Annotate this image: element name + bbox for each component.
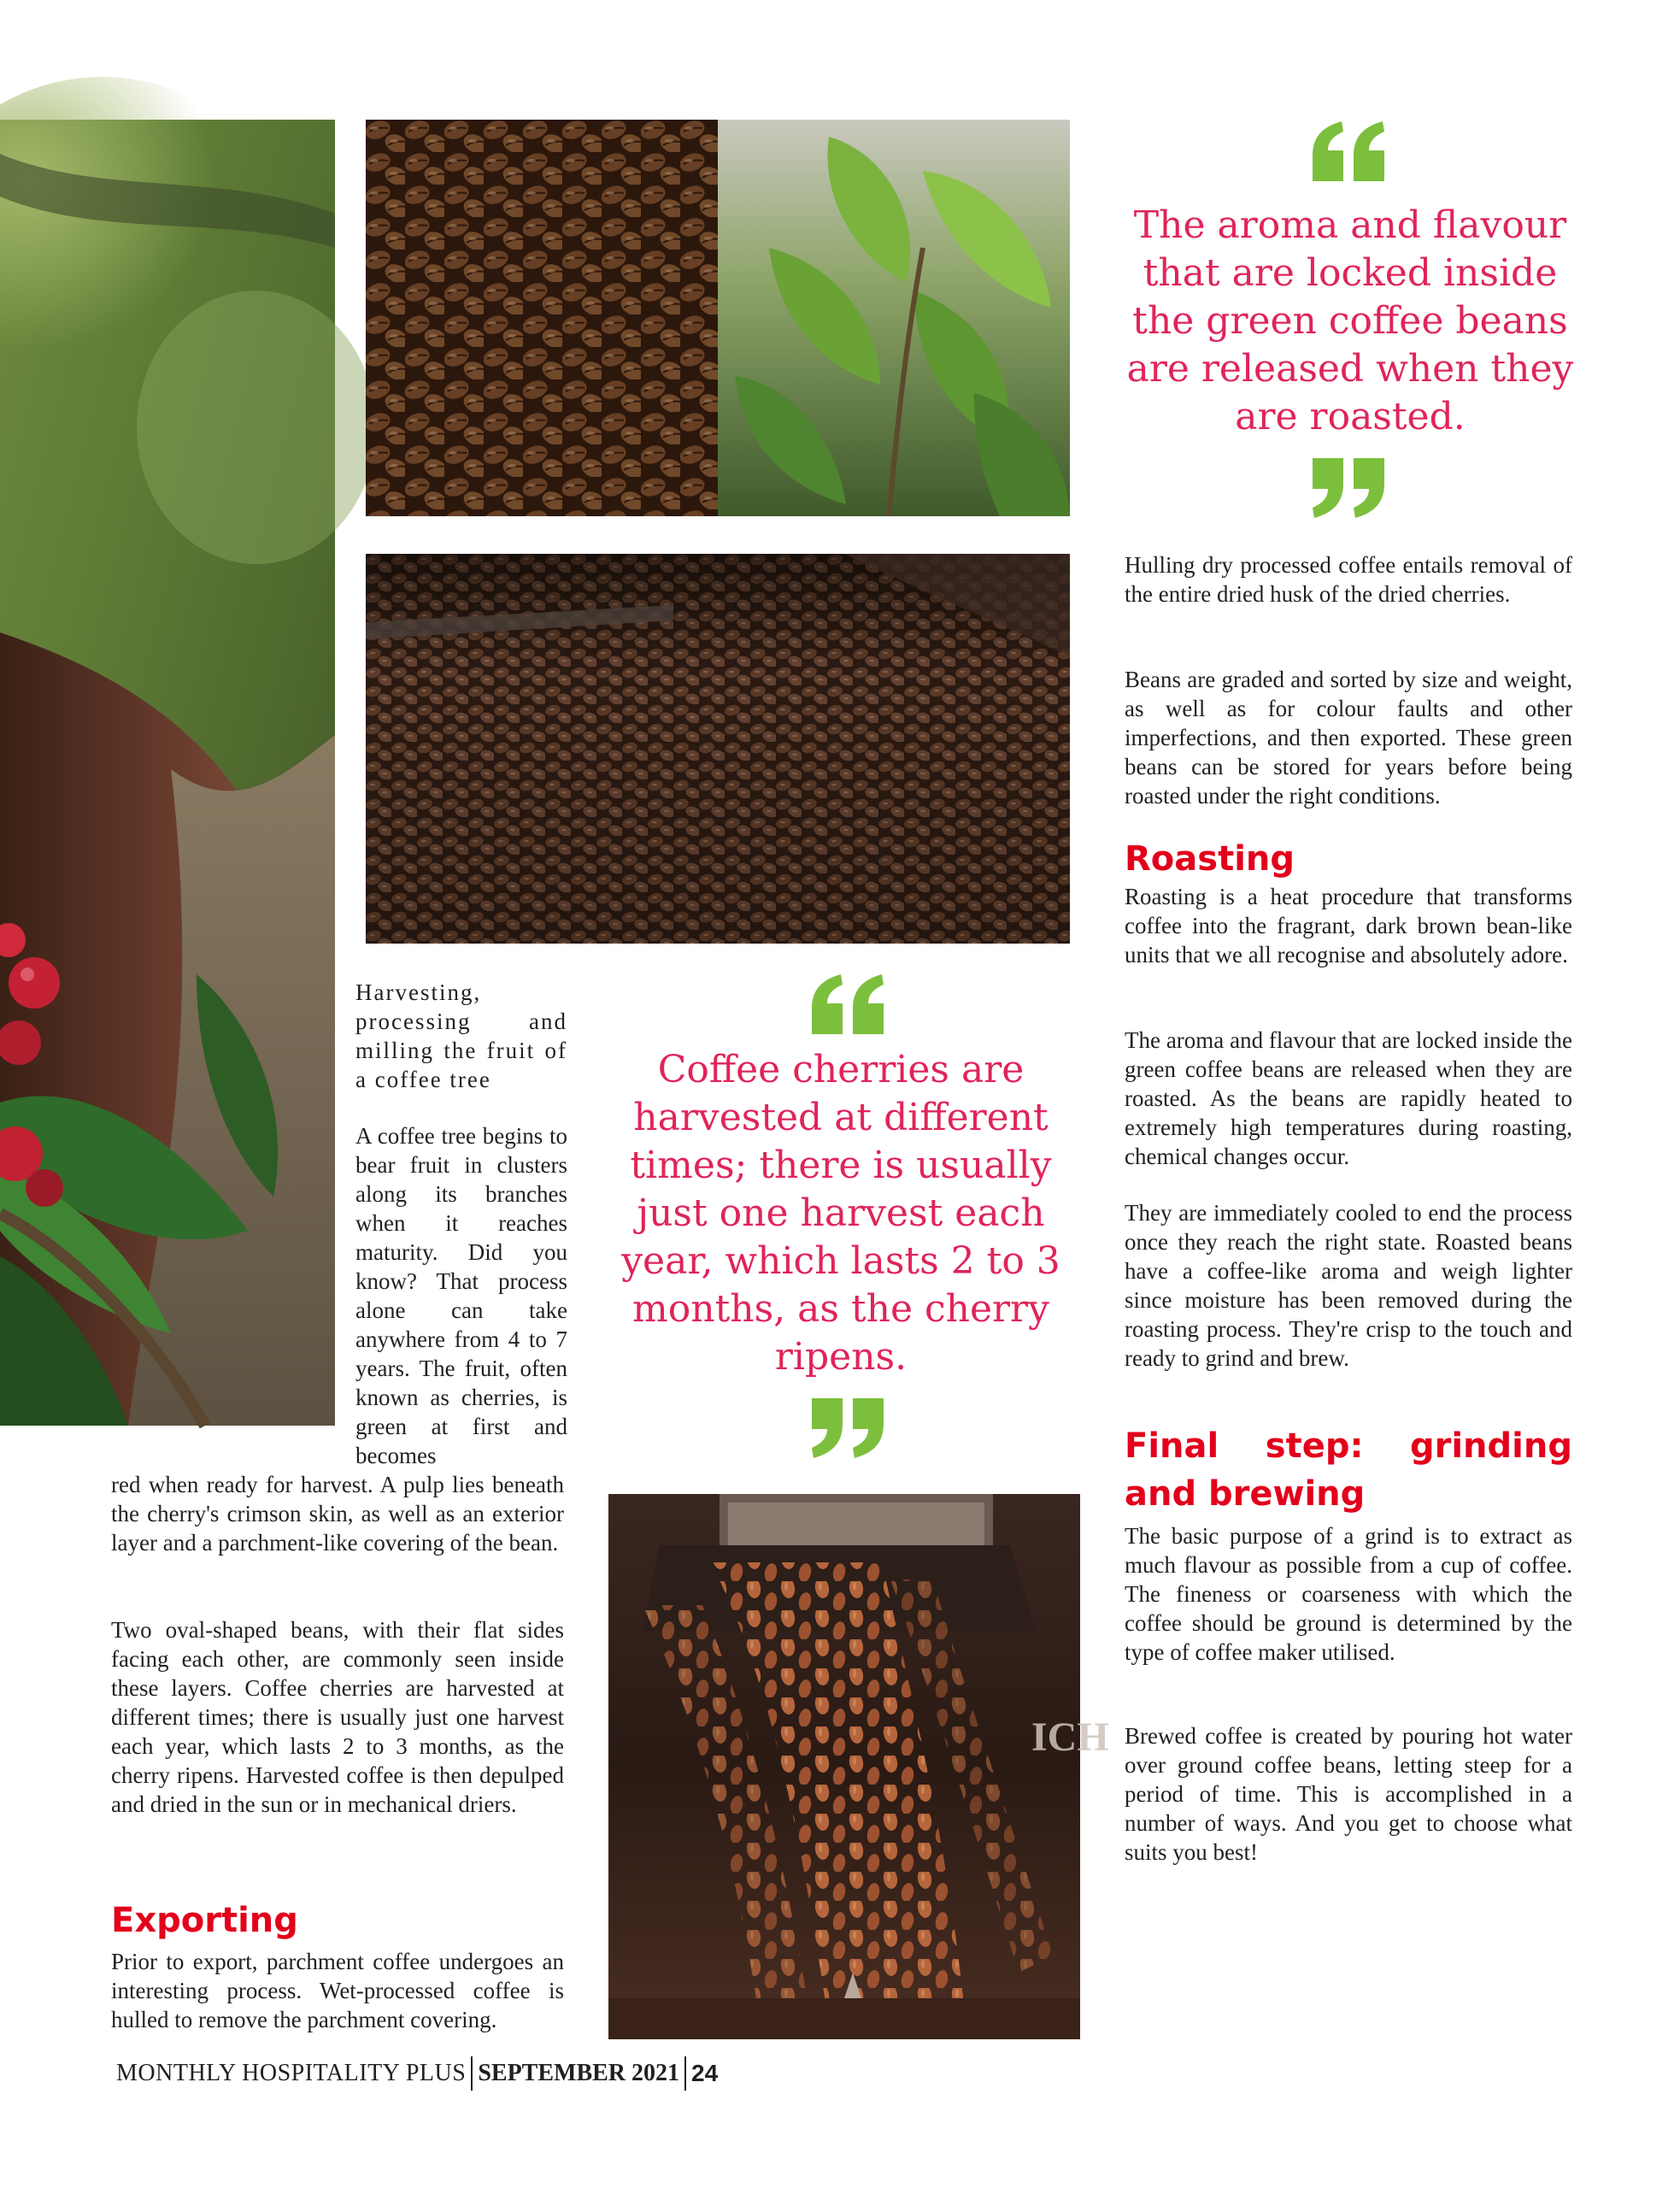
machine-lettering: ICH [1031,1715,1109,1760]
roaster-beans-photo [366,554,1070,944]
intro-caption: Harvesting, processing and milling the fruit of a coffee tree [355,979,567,1092]
page-footer [116,2055,718,2092]
footer-issue: SEPTEMBER 2021 [478,2060,680,2086]
paragraph-hulling: Hulling dry processed coffee entails removal of the entire dried husk of the dried cherries. [1125,552,1572,607]
paragraph-roasting-aroma: The aroma and flavour that are locked inside the green coffee beans are released when they are roasted. As the beans are rapidly heated to extremely high temperatures during roasting, chemical changes occur. [1125,1027,1572,1169]
paragraph-roasting-cooling: They are immediately cooled to end the process once they reach the right state. Roasted beans have a coffee-like aroma and weigh lighter since moisture has been removed during the roasting process. They're crisp to the touch and ready to grind and brew. [1125,1200,1572,1371]
paragraph-roasting-intro: Roasting is a heat procedure that transforms coffee into the fragrant, dark brown bean-like units that we all recognise and absolutely adore. [1125,884,1572,968]
pull-quote-harvest: Coffee cherries are harvested at different times; there is usually just one harvest each year, which lasts 2 to 3 months, as the cherry ripens. [621,1048,1060,1379]
tea-leaves-photo [718,120,1070,516]
paragraph-brewing: Brewed coffee is created by pouring hot water over ground coffee beans, letting steep for a period of time. This is accomplished in a number of ways. And you get to choose what suits you best! [1125,1723,1572,1865]
footer-divider [471,2056,473,2091]
paragraph-grinding: The basic purpose of a grind is to extract as much flavour as possible from a cup of coffee. The fineness or coarseness with which the coffee should be ground is determined by the type of coffee maker utilised. [1125,1523,1572,1665]
roasted-beans-photo [366,120,718,516]
falling-beans-photo [608,1494,1109,2039]
coffee-picker-photo [0,120,335,1426]
paragraph-oval-beans: Two oval-shaped beans, with their flat sides facing each other, are commonly seen inside these layers. Coffee cherries are harvested at different times; there is usually just one harvest each year, which lasts 2 to 3 months, as the cherry ripens. Harvested coffee is then depulped and dried in the sun or in mechanical driers. [111,1617,564,1817]
close-quote-icon [807,1395,889,1460]
paragraph-grading: Beans are graded and sorted by size and weight, as well as for colour faults and other imperfections, and then exported. These green beans can be stored for years before being roasted under the right conditions. [1125,667,1572,809]
heading-exporting: Exporting [111,1901,298,1940]
paragraph-coffee-tree-wide: red when ready for harvest. A pulp lies beneath the cherry's crimson skin, as well as an exterior layer and a parchment-like covering of the bean. [111,1472,564,1556]
paragraph-exporting: Prior to export, parchment coffee undergoes an interesting process. Wet-processed coffee is hulled to remove the parchment covering. [111,1949,564,2032]
footer-publication: MONTHLY HOSPITALITY PLUS [116,2060,467,2086]
pull-quote-aroma: The aroma and flavour that are locked inside the green coffee beans are released when they are roasted. [1126,203,1574,438]
heading-final-step: Final step: grinding and brewing [1125,1426,1572,1514]
page-number: 24 [691,2060,719,2086]
open-quote-icon [1307,120,1389,185]
heading-roasting: Roasting [1125,839,1295,879]
close-quote-icon [1307,455,1389,520]
paragraph-coffee-tree-narrow: A coffee tree begins to bear fruit in clusters along its branches when it reaches maturity. Did you know? That process alone can take anywhere from 4 to 7 years. The fruit, often known as cherries, is green at first and becomes [355,1123,567,1468]
open-quote-icon [807,973,889,1038]
footer-divider [684,2056,686,2091]
